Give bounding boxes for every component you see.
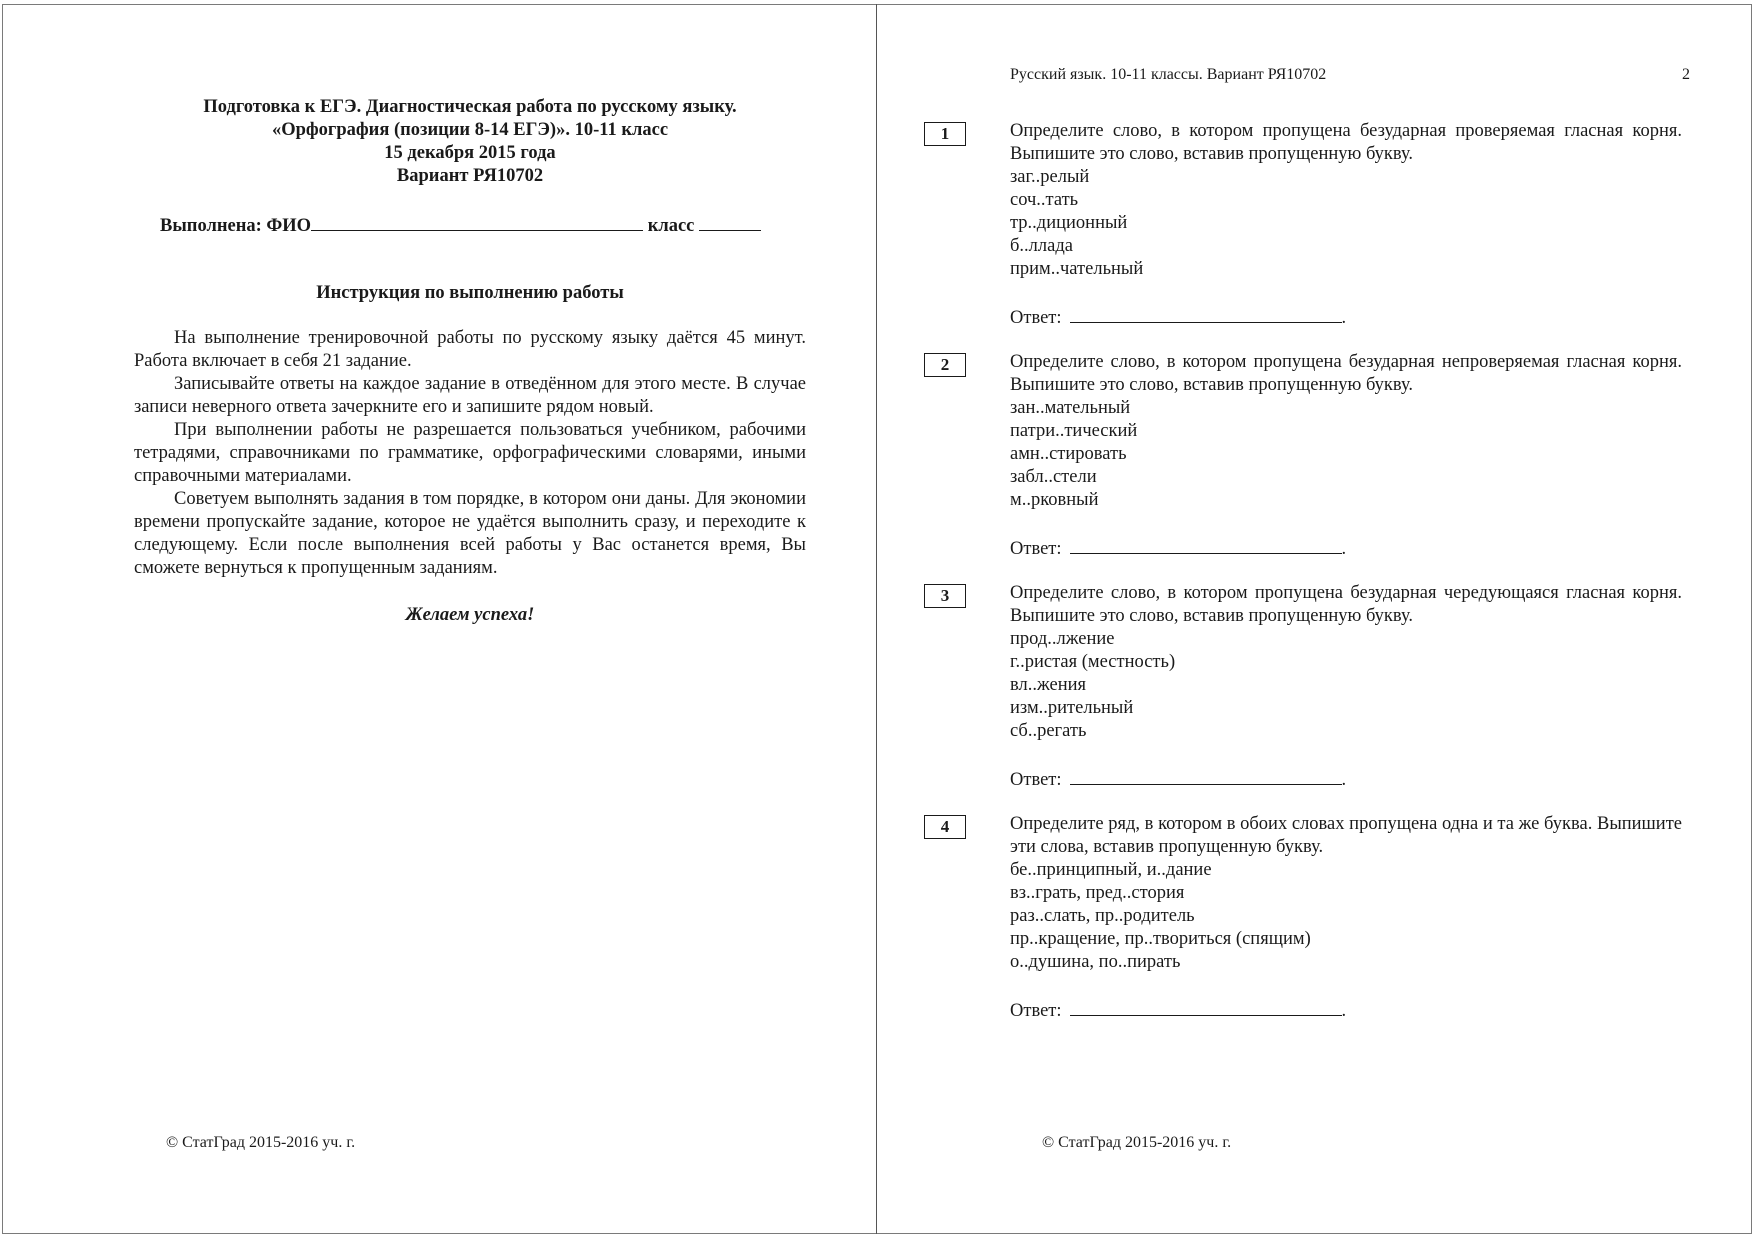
answer-line: [1010, 304, 1346, 330]
word-option: вл..жения: [1010, 675, 1087, 695]
fio-field[interactable]: [311, 212, 643, 231]
task-body: [1010, 120, 1682, 281]
copyright-footer: © СтатГрад 2015-2016 уч. г.: [1042, 1134, 1232, 1151]
word-option: бе..принципный, и..дание: [1010, 860, 1212, 880]
title-line: Подготовка к ЕГЭ. Диагностическая работа по русскому языку.: [203, 97, 737, 117]
answer-line: [1010, 997, 1346, 1023]
word-options: [1010, 628, 1682, 743]
page-number: 2: [1682, 66, 1690, 83]
title-line: 15 декабря 2015 года: [384, 143, 556, 163]
answer-period: .: [1341, 308, 1347, 328]
left-page: [0, 0, 876, 1239]
answer-label: Ответ:: [1010, 308, 1062, 328]
word-option: соч..тать: [1010, 190, 1079, 210]
task-number-box: 2: [924, 353, 966, 377]
document-title: [130, 96, 810, 188]
task-question: Определите слово, в котором пропущена безударная непроверяемая гласная корня. Выпишите это слово, вставив пропущенную букву.: [1010, 352, 1682, 395]
word-option: б..ллада: [1010, 236, 1073, 256]
answer-line: [1010, 766, 1346, 792]
word-option: патри..тический: [1010, 421, 1138, 441]
word-options: [1010, 859, 1682, 974]
right-page: [878, 0, 1754, 1239]
good-luck-wish: Желаем успеха!: [405, 605, 535, 625]
task-number-box: 3: [924, 584, 966, 608]
instruction-paragraph: Советуем выполнять задания в том порядке, в котором они даны. Для экономии времени пропускайте задание, которое не удаётся выполнить сразу, и переходите к следующему. Если после выполнения всей работы у Вас останется время, Вы сможете вернуться к пропущенным заданиям.: [134, 489, 806, 578]
word-options: [1010, 397, 1682, 512]
answer-period: .: [1341, 770, 1347, 790]
answer-field[interactable]: [1070, 535, 1342, 554]
task-question: Определите ряд, в котором в обоих словах пропущена одна и та же буква. Выпишите эти слова, вставив пропущенную букву.: [1010, 814, 1682, 857]
word-option: пр..кращение, пр..твориться (спящим): [1010, 929, 1311, 949]
fio-label: Выполнена: ФИО: [160, 216, 312, 236]
answer-label: Ответ:: [1010, 770, 1062, 790]
instruction-heading: Инструкция по выполнению работы: [316, 283, 624, 303]
running-head: [1010, 66, 1690, 84]
task-question: Определите слово, в котором пропущена безударная проверяемая гласная корня. Выпишите это слово, вставив пропущенную букву.: [1010, 121, 1682, 164]
answer-label: Ответ:: [1010, 539, 1062, 559]
task-number-box: 4: [924, 815, 966, 839]
class-field[interactable]: [699, 212, 761, 231]
page-divider: [876, 4, 877, 1234]
word-option: вз..грать, пред..стория: [1010, 883, 1185, 903]
word-option: забл..стели: [1010, 467, 1097, 487]
word-option: о..душина, по..пирать: [1010, 952, 1181, 972]
word-option: тр..диционный: [1010, 213, 1128, 233]
word-option: амн..стировать: [1010, 444, 1127, 464]
word-option: изм..рительный: [1010, 698, 1134, 718]
task-body: [1010, 813, 1682, 974]
copyright-footer: © СтатГрад 2015-2016 уч. г.: [166, 1134, 356, 1151]
answer-period: .: [1341, 1001, 1347, 1021]
instruction-paragraph: На выполнение тренировочной работы по русскому языку даётся 45 минут. Работа включает в себя 21 задание.: [134, 328, 806, 371]
instruction-body: [134, 327, 806, 580]
task-body: [1010, 351, 1682, 512]
word-option: г..ристая (местность): [1010, 652, 1176, 672]
word-option: прод..лжение: [1010, 629, 1115, 649]
title-line: Вариант РЯ10702: [396, 166, 544, 186]
word-option: м..рковный: [1010, 490, 1099, 510]
word-option: прим..чательный: [1010, 259, 1144, 279]
task-question: Определите слово, в котором пропущена безударная чередующаяся гласная корня. Выпишите это слово, вставив пропущенную букву.: [1010, 583, 1682, 626]
answer-field[interactable]: [1070, 997, 1342, 1016]
signature-line: [160, 212, 800, 238]
answer-field[interactable]: [1070, 766, 1342, 785]
word-option: сб..регать: [1010, 721, 1087, 741]
answer-period: .: [1341, 539, 1347, 559]
task-number-box: 1: [924, 122, 966, 146]
instruction-paragraph: При выполнении работы не разрешается пользоваться учебником, рабочими тетрадями, справочниками по грамматике, орфографическими словарями, иными справочными материалами.: [134, 420, 806, 486]
word-option: заг..релый: [1010, 167, 1090, 187]
class-label: класс: [647, 216, 695, 236]
running-head-title: Русский язык. 10-11 классы. Вариант РЯ10702: [1010, 66, 1327, 83]
word-option: раз..слать, пр..родитель: [1010, 906, 1195, 926]
answer-field[interactable]: [1070, 304, 1342, 323]
title-line: «Орфография (позиции 8-14 ЕГЭ)». 10-11 класс: [271, 120, 669, 140]
answer-line: [1010, 535, 1346, 561]
answer-label: Ответ:: [1010, 1001, 1062, 1021]
task-body: [1010, 582, 1682, 743]
instruction-paragraph: Записывайте ответы на каждое задание в отведённом для этого месте. В случае записи неверного ответа зачеркните его и запишите рядом новый.: [134, 374, 806, 417]
word-option: зан..мательный: [1010, 398, 1131, 418]
word-options: [1010, 166, 1682, 281]
